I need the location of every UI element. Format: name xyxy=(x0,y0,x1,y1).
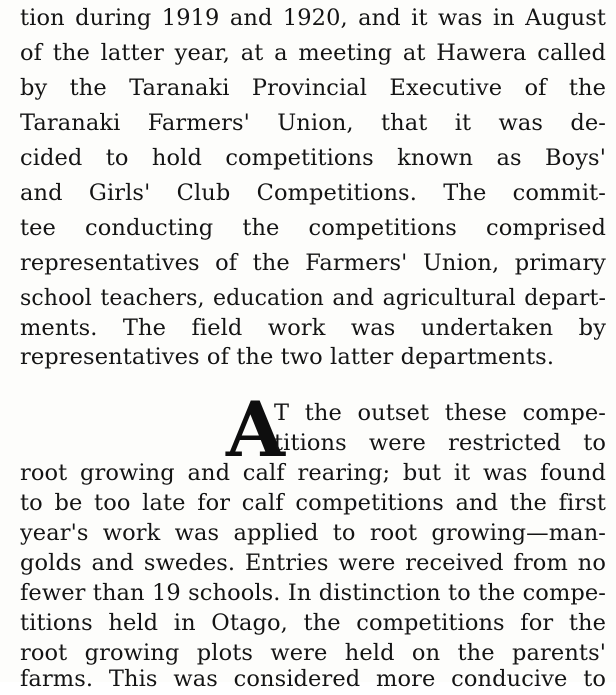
paragraph-2-line-5: year's work was applied to root growing—man- xyxy=(20,520,606,546)
paragraph-2-line-1: T the outset these compe- xyxy=(274,400,606,426)
paragraph-1-line-9: school teachers, education and agricultural depart- xyxy=(20,286,606,311)
paragraph-2-line-4: to be too late for calf competitions and the first xyxy=(20,490,606,516)
paragraph-2-line-10: farms. This was considered more conducive to xyxy=(20,666,606,692)
paragraph-2-line-2: titions were restricted to xyxy=(274,430,606,456)
paragraph-1-line-4: Taranaki Farmers' Union, that it was de- xyxy=(20,110,606,136)
paragraph-2-line-6: golds and swedes. Entries were received from no xyxy=(20,550,606,576)
drop-cap: A xyxy=(226,385,286,474)
paragraph-1-line-8: representatives of the Farmers' Union, primary xyxy=(20,250,606,276)
paragraph-2-line-3: root growing and calf rearing; but it was found xyxy=(20,460,606,486)
paragraph-1-line-11: representatives of the two latter departments. xyxy=(20,344,555,370)
paragraph-1-line-3: by the Taranaki Provincial Executive of the xyxy=(20,75,606,101)
paragraph-1-line-2: of the latter year, at a meeting at Hawera called xyxy=(20,40,606,66)
paragraph-1-line-5: cided to hold competitions known as Boys' xyxy=(20,145,606,171)
paragraph-1-line-10: ments. The field work was undertaken by xyxy=(20,315,606,341)
paragraph-1-line-1: tion during 1919 and 1920, and it was in August xyxy=(20,5,606,31)
paragraph-1-line-7: tee conducting the competitions comprised xyxy=(20,215,606,241)
paragraph-2-line-8: titions held in Otago, the competitions for the xyxy=(20,610,606,636)
paragraph-2-line-7: fewer than 19 schools. In distinction to the compe- xyxy=(20,580,606,606)
paragraph-1-line-6: and Girls' Club Competitions. The commit- xyxy=(20,180,606,206)
paragraph-2-line-9: root growing plots were held on the parents' xyxy=(20,640,606,666)
